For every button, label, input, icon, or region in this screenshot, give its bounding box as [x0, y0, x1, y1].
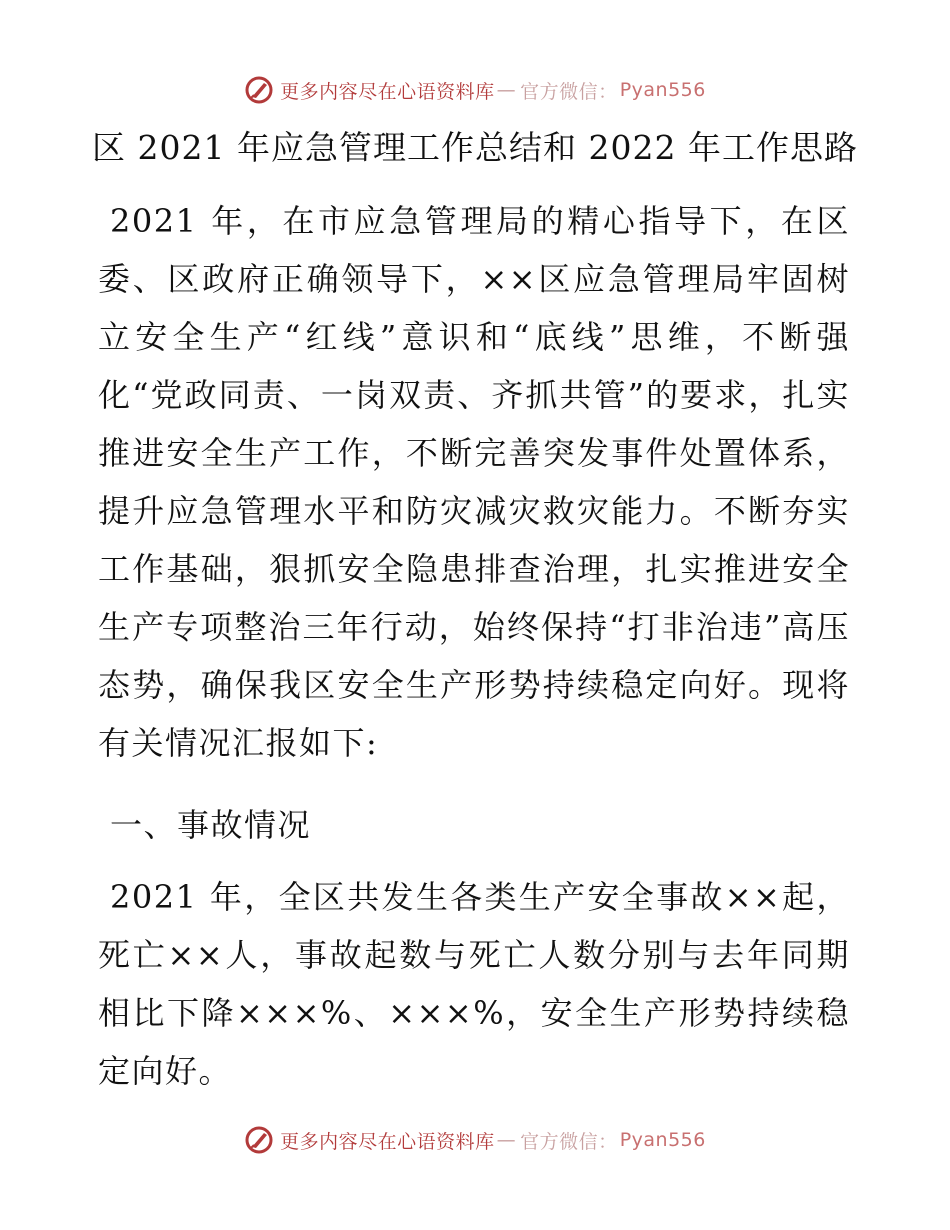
watermark-wechat-label: 官方微信：: [520, 80, 618, 103]
watermark-main-text: 更多内容尽在心语资料库: [280, 80, 495, 103]
watermark-wechat-label: 官方微信：: [520, 1130, 618, 1153]
document-title: 区 2021 年应急管理工作总结和 2022 年工作思路: [92, 128, 858, 167]
watermark-header: [0, 70, 950, 110]
watermark-main-text: 更多内容尽在心语资料库: [280, 1130, 495, 1153]
red-quill-seal-icon: [244, 75, 274, 105]
paragraph-accidents: 2021 年，全区共发生各类生产安全事故××起，死亡××人，事故起数与死亡人数分别与去年同期相比下降×××%、×××%，安全生产形势持续稳定向好。: [98, 878, 850, 1090]
section-heading-accidents: 一、事故情况: [110, 806, 312, 844]
watermark-separator: —: [496, 79, 517, 101]
watermark-separator: —: [496, 1129, 517, 1151]
watermark-wechat-id: Pyan556: [619, 79, 706, 101]
paragraph-intro: 2021 年，在市应急管理局的精心指导下，在区委、区政府正确领导下，××区应急管理局牢固树立安全生产“红线”意识和“底线”思维，不断强化“党政同责、一岗双责、齐抓共管”的要求，扎实推进安全生产工作，不断完善突发事件处置体系，提升应急管理水平和防灾减灾救灾能力。不断夯实工作基础，狠抓安全隐患排查治理，扎实推进安全生产专项整治三年行动，始终保持“打非治违”高压态势，确保我区安全生产形势持续稳定向好。现将有关情况汇报如下:: [98, 202, 850, 762]
red-quill-seal-icon: [244, 1125, 274, 1155]
watermark-footer: [0, 1120, 950, 1160]
watermark-wechat-id: Pyan556: [619, 1129, 706, 1151]
